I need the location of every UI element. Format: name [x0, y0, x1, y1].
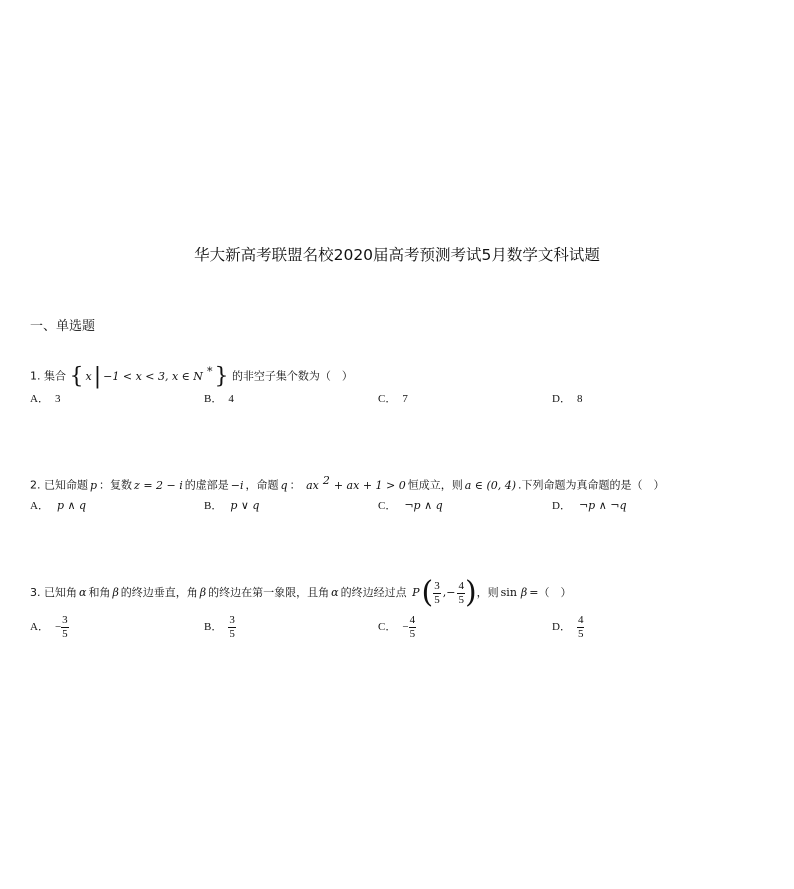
q2-p: p: [90, 478, 98, 492]
section-heading: 一、单选题: [30, 319, 96, 334]
q3-comma-neg: ,−: [442, 586, 456, 599]
q2-text-6: 恒成立，则: [407, 478, 463, 492]
q2-text-7: .下列命题为真命题的是（ ）: [518, 478, 665, 492]
q1-option-b[interactable]: B． 4: [204, 393, 234, 405]
q2-q: q: [280, 478, 288, 492]
q2-text-4: ，命题: [245, 478, 279, 492]
q3-text-6: ，则: [476, 586, 499, 599]
q1-set-var: x: [85, 369, 92, 383]
q3-option-b[interactable]: B． $\frac{3}{5}$: [204, 614, 235, 640]
q1-set-cond: −1 < x < 3, x ∈ N: [103, 369, 203, 383]
q1-option-a[interactable]: A． 3: [30, 393, 61, 405]
q2-option-b[interactable]: B． p ∨ q: [204, 499, 260, 512]
q3-fraction-2: $\frac{4}{5}$: [458, 579, 464, 606]
q2-z-expr: z = 2 − i: [134, 478, 183, 492]
q1-set-sup: *: [206, 364, 213, 378]
right-brace: }: [214, 364, 229, 389]
q3-option-d[interactable]: D． $\frac{4}{5}$: [552, 614, 584, 640]
q2-option-a[interactable]: A． p ∧ q: [30, 499, 87, 512]
q3-option-c[interactable]: C． − $\frac{4}{5}$: [378, 614, 416, 640]
q3-option-a[interactable]: A． − $\frac{3}{5}$: [30, 614, 68, 640]
q2-neg-i: −i: [230, 478, 244, 492]
q2-option-d[interactable]: D． ¬p ∧ ¬q: [552, 499, 627, 512]
question-1: [30, 364, 353, 389]
q2-ineq-sup: 2: [322, 474, 330, 487]
q2-option-c[interactable]: C． ¬p ∧ q: [378, 499, 443, 512]
left-brace: {: [69, 364, 84, 389]
q3-sin: sin: [500, 586, 517, 599]
right-paren: ): [464, 575, 477, 610]
page-title: 华大新高考联盟名校2020届高考预测考试5月数学文科试题: [194, 246, 600, 264]
q2-text-5: ：: [289, 478, 301, 492]
q3-beta-2: β: [199, 586, 207, 599]
q1-suffix: 的非空子集个数为（ ）: [231, 369, 353, 383]
q1-option-c[interactable]: C． 7: [378, 393, 408, 405]
q2-text-1: 2. 已知命题: [30, 478, 88, 492]
q3-text-4: 的终边在第一象限，且角: [208, 586, 330, 599]
question-2: [30, 474, 665, 493]
q3-text-1: 3. 已知角: [30, 586, 77, 599]
question-3: [30, 576, 571, 610]
q2-a-in: a ∈ (0, 4): [464, 478, 517, 492]
q2-ineq-a: ax: [306, 478, 319, 492]
q3-beta: β: [112, 586, 119, 599]
q1-option-d[interactable]: D． 8: [552, 393, 583, 405]
q2-ineq-b: + ax + 1 > 0: [333, 478, 406, 492]
q1-prefix: 1. 集合: [30, 369, 66, 383]
q3-text-2: 和角: [88, 586, 111, 599]
q2-text-3: 的虚部是: [184, 478, 229, 492]
q3-text-5: 的终边经过点: [340, 586, 407, 599]
q3-alpha: α: [79, 586, 87, 599]
left-paren: (: [421, 575, 434, 610]
set-bar: |: [93, 364, 102, 389]
q3-text-3: 的终边垂直，角: [120, 586, 198, 599]
q3-alpha-2: α: [331, 586, 339, 599]
q3-beta-3: β: [520, 586, 528, 599]
q3-fraction-1: $\frac{3}{5}$: [434, 579, 440, 606]
q3-text-7: =（ ）: [529, 586, 572, 599]
q3-point-p: P: [412, 586, 420, 599]
q2-text-2: ：复数: [99, 478, 133, 492]
